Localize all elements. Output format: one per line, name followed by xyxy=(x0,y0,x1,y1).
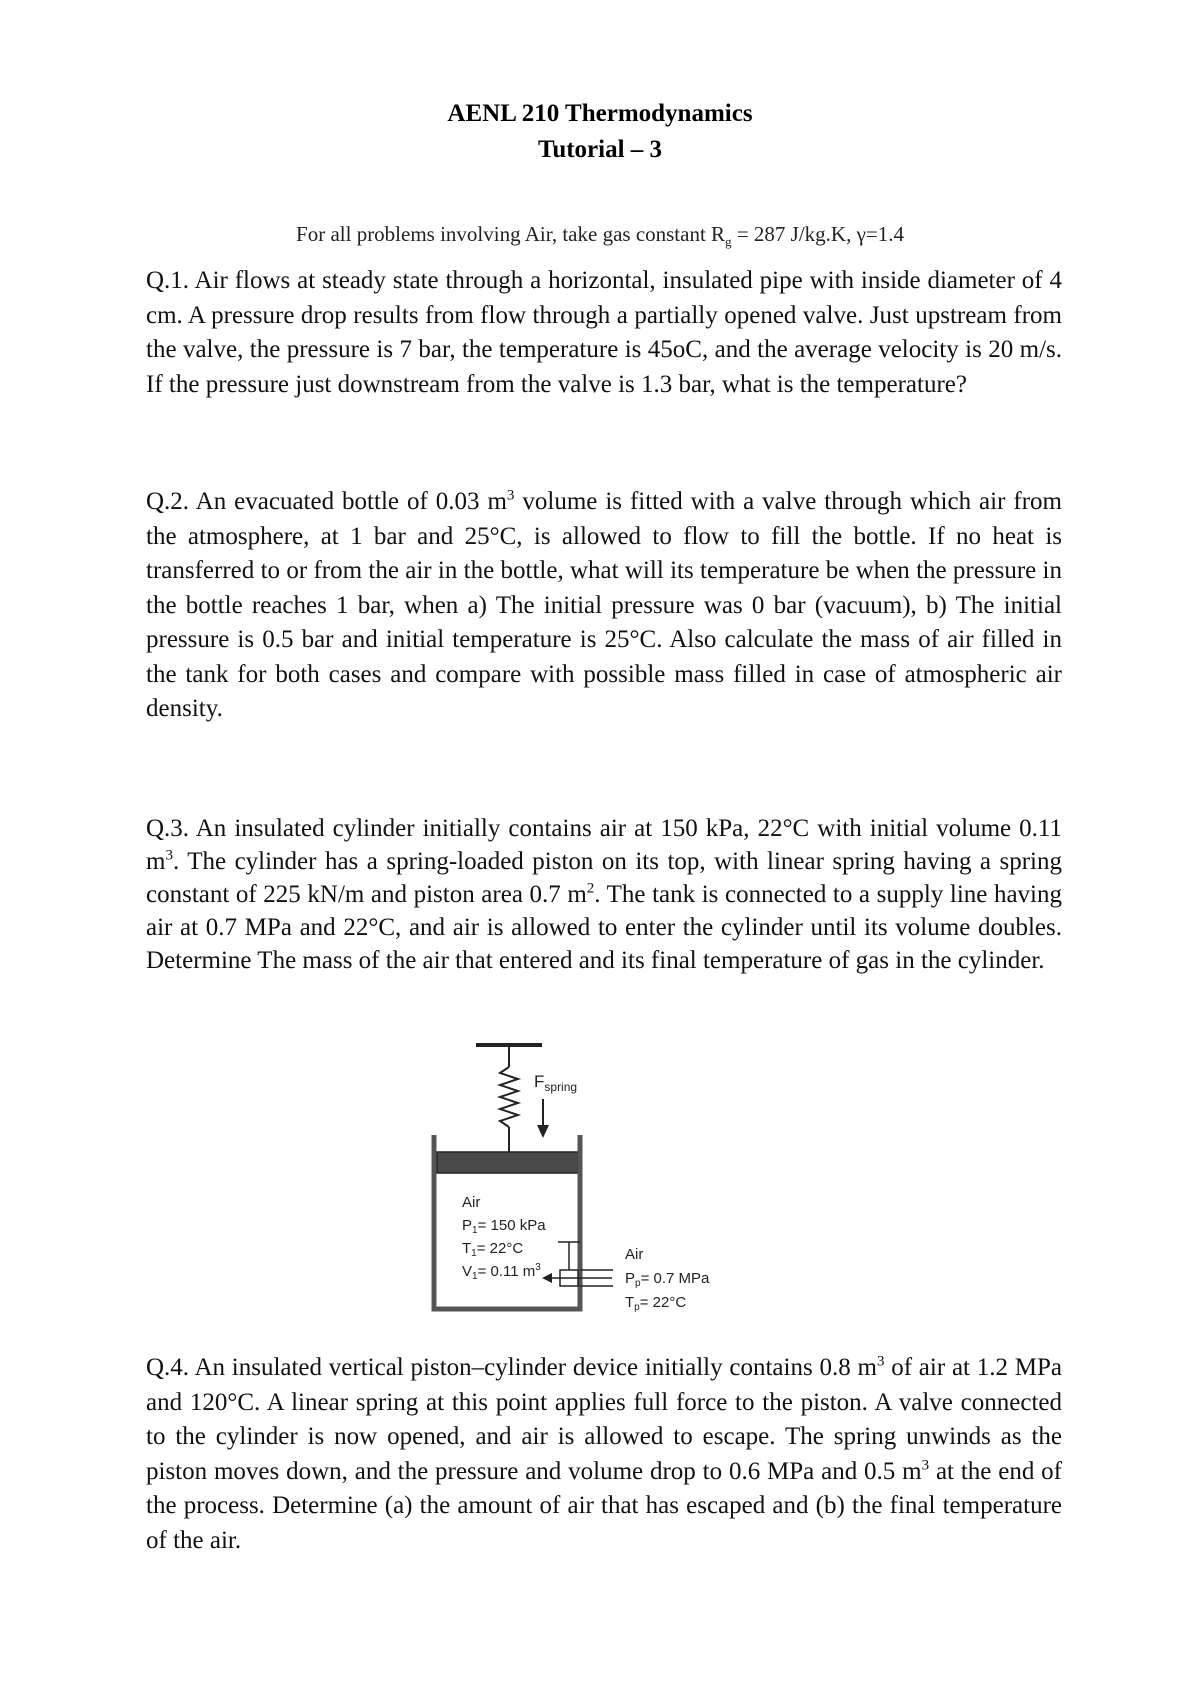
q3-part-1: Q.3. An insulated cylinder initially contains air at 150 kPa, 22°C with initial volume 0.11 m xyxy=(146,815,1062,875)
supply-pressure-label: $P_p= 0.7$ MPa xyxy=(625,1270,710,1289)
note-subscript: g xyxy=(725,234,732,250)
question-1 xyxy=(146,264,1062,402)
q4-part-3: at the end of the process. Determine (a) the amount of air that has escaped and (b) the final temperature of the air. xyxy=(146,1457,1062,1554)
question-4 xyxy=(146,1351,1062,1558)
course-title: AENL 210 Thermodynamics xyxy=(447,100,753,127)
note-text-before: For all problems involving Air, take gas constant R xyxy=(296,222,726,246)
q3-part-3: . The tank is connected to a supply line having air at 0.7 MPa and 22°C, and air is allowed to enter the cylinder until its volume doubles. Determine The mass of the air that entered and its final temperature of gas in the cylinder. xyxy=(146,881,1062,974)
flow-arrow-head xyxy=(542,1273,552,1283)
supply-temperature-label: $T_p= 22^\circ C$ xyxy=(625,1294,687,1313)
q4-part-2: of air at 1.2 MPa and 120°C. A linear spring at this point applies full force to the piston. A valve connected to the cylinder is now opened, and air is allowed to escape. The spring unwinds as the piston moves down, and the pressure and volume drop to 0.6 MPa and 0.5 m xyxy=(146,1354,1063,1485)
q4-part-1: Q.4. An insulated vertical piston–cylinder device initially contains 0.8 m xyxy=(146,1354,877,1381)
q3-part-2: . The cylinder has a spring-loaded piston on its top, with linear spring having a spring constant of 225 kN/m and piston area 0.7 m xyxy=(146,848,1062,908)
q2-part-2: volume is fitted with a valve through which air from the atmosphere, at 1 bar and 25°C, is allowed to flow to fill the bottle. If no heat is transferred to or from the air in the bottle, what will its temperature be when the pressure in the bottle reaches 1 bar, when a) The initial pressure was 0 bar (vacuum), b) The initial pressure is 0.5 bar and initial temperature is 25°C. Also calculate the mass of air filled in the tank for both cases and compare with possible mass filled in case of atmospheric air density. xyxy=(146,488,1062,722)
piston xyxy=(437,1152,578,1173)
q3-sup-2: 2 xyxy=(586,880,595,897)
force-arrow-head xyxy=(537,1125,549,1138)
tutorial-title: Tutorial – 3 xyxy=(537,136,663,163)
q4-sup-1: 3 xyxy=(876,1353,885,1370)
question-1-text: Q.1. Air flows at steady state through a horizontal, insulated pipe with inside diameter of 4 cm. A pressure drop results from flow through a partially opened valve. Just upstream from the valve, the pressure is 7 bar, the temperature is 45oC, and the average velocity is 20 m/s. If the pressure just downstream from the valve is 1.3 bar, what is the temperature? xyxy=(146,267,1062,398)
question-3 xyxy=(146,812,1062,977)
q2-part-1: Q.2. An evacuated bottle of 0.03 m xyxy=(146,488,507,515)
gas-constant-note xyxy=(0,222,1200,250)
piston-cylinder-diagram xyxy=(430,1035,770,1320)
spring-coil xyxy=(500,1067,518,1127)
initial-volume-label: $V_1= 0.11$ $m^3$ xyxy=(462,1262,541,1282)
spring-force-label: $F_{spring}$ xyxy=(534,1072,578,1094)
q2-sup-1: 3 xyxy=(506,487,515,504)
cylinder-gas-label: Air xyxy=(462,1194,481,1211)
question-4-text xyxy=(146,1351,1062,1558)
initial-temperature-label: $T_1= 22^\circ C$ xyxy=(462,1240,524,1259)
piston-cylinder-figure xyxy=(430,1035,770,1320)
initial-pressure-label: $P_1= 150$ kPa xyxy=(462,1217,546,1236)
question-2-text xyxy=(146,485,1062,727)
question-2 xyxy=(146,485,1062,727)
question-3-text xyxy=(146,812,1062,977)
note-text-after: = 287 J/kg.K, γ=1.4 xyxy=(731,222,904,246)
supply-gas-label: Air xyxy=(625,1246,644,1263)
q4-sup-2: 3 xyxy=(921,1457,930,1474)
q3-sup-1: 3 xyxy=(165,847,173,864)
